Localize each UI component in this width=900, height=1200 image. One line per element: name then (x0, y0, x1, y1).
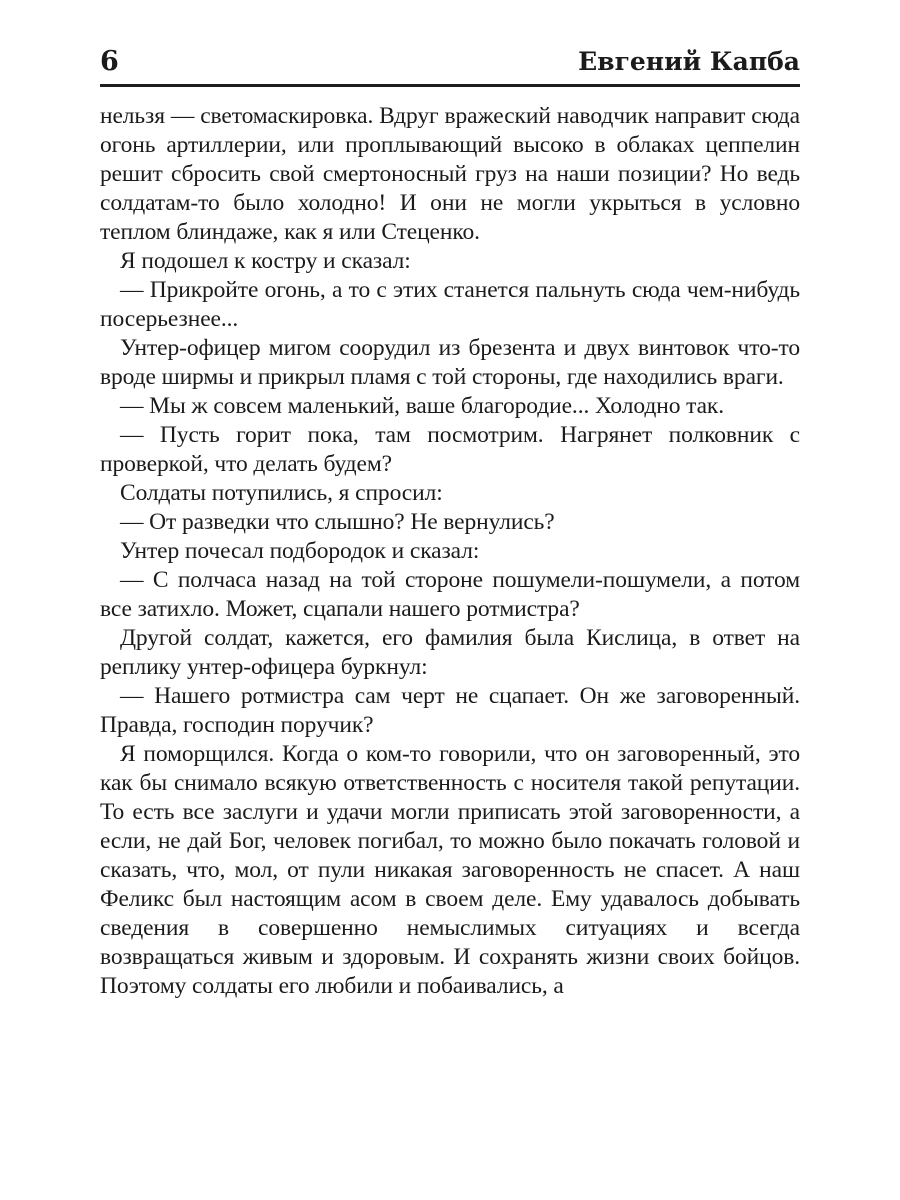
paragraph: Другой солдат, кажется, его фамилия была Кислица, в ответ на реплику унтер-офицера буркнул: (100, 625, 800, 680)
paragraph: — От разведки что слышно? Не вернулись? (120, 509, 555, 535)
paragraph: — Мы ж совсем маленький, ваше благородие... Холодно так. (120, 393, 725, 419)
paragraph: — Прикройте огонь, а то с этих станется пальнуть сюда чем-нибудь посерьезнее... (100, 277, 800, 332)
paragraph: Унтер-офицер мигом соорудил из брезента и двух винтовок что-то вроде ширмы и прикрыл пламя с той стороны, где находились враги. (100, 335, 800, 390)
paragraph: Я подошел к костру и сказал: (120, 248, 411, 274)
running-head-author: Евгений Капба (578, 47, 800, 76)
body-text (100, 102, 800, 1001)
paragraph: — Пусть горит пока, там посмотрим. Нагрянет полковник с проверкой, что делать будем? (100, 422, 800, 477)
page-number: 6 (100, 46, 119, 77)
paragraph: нельзя — светомаскировка. Вдруг вражеский наводчик направит сюда огонь артиллерии, или проплывающий высоко в облаках цеппелин решит сбросить свой смертоносный груз на наши позиции? Но ведь солдатам-то было холодно! И они не могли укрыться в условно теплом блиндаже, как я или Стеценко. (100, 103, 800, 245)
paragraph: — Нашего ротмистра сам черт не сцапает. Он же заговоренный. Правда, господин поручик? (100, 683, 800, 738)
paragraph: Солдаты потупились, я спросил: (120, 480, 443, 506)
page-header (100, 48, 800, 87)
paragraph: Я поморщился. Когда о ком-то говорили, что он заговоренный, это как бы снимало всякую ответственность с носителя такой репутации. То есть все заслуги и удачи могли приписать этой заговоренности, а если, не дай Бог, человек погибал, то можно было покачать головой и сказать, что, мол, от пули никакая заговоренность не спасет. А наш Феликс был настоящим асом в своем деле. Ему удавалось добывать сведения в совершенно немыслимых ситуациях и всегда возвращаться живым и здоровым. И сохранять жизни своих бойцов. Поэтому солдаты его любили и побаивались, а (100, 741, 800, 999)
paragraph: Унтер почесал подбородок и сказал: (120, 538, 480, 564)
paragraph: — С полчаса назад на той стороне пошумели-пошумели, а потом все затихло. Может, сцапали нашего ротмистра? (100, 567, 800, 622)
